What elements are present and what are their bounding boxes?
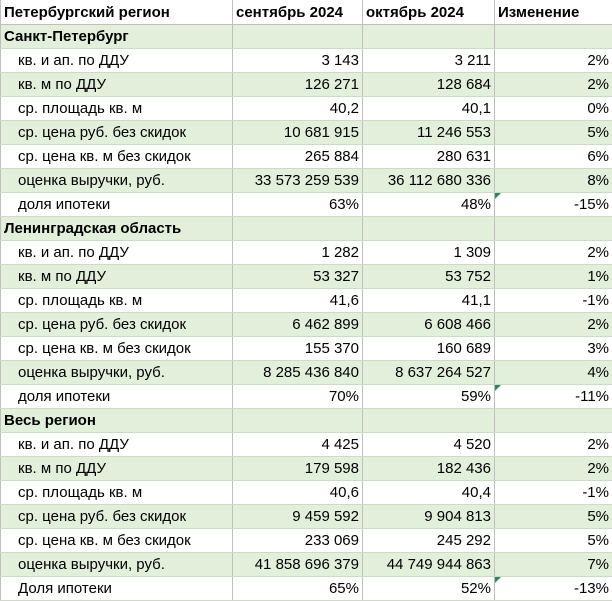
cell-change[interactable]: 5%: [495, 505, 612, 529]
cell-october[interactable]: 53 752: [363, 265, 495, 289]
header-october[interactable]: октябрь 2024: [363, 0, 495, 25]
cell-change[interactable]: 3%: [495, 337, 612, 361]
cell-october[interactable]: 40,4: [363, 481, 495, 505]
cell-change-value: -11%: [575, 388, 609, 405]
cell-october[interactable]: 245 292: [363, 529, 495, 553]
cell-september[interactable]: 233 069: [233, 529, 363, 553]
table-row: [1, 433, 612, 457]
cell-october[interactable]: 44 749 944 863: [363, 553, 495, 577]
table-row: [1, 289, 612, 313]
row-label[interactable]: кв. и ап. по ДДУ: [1, 49, 233, 73]
section-title[interactable]: Весь регион: [1, 409, 233, 433]
cell-change[interactable]: 5%: [495, 121, 612, 145]
table-row: [1, 505, 612, 529]
row-label[interactable]: кв. м по ДДУ: [1, 265, 233, 289]
cell-october[interactable]: 11 246 553: [363, 121, 495, 145]
row-label[interactable]: оценка выручки, руб.: [1, 553, 233, 577]
row-label[interactable]: ср. площадь кв. м: [1, 97, 233, 121]
empty-cell[interactable]: [363, 25, 495, 49]
cell-change[interactable]: 4%: [495, 361, 612, 385]
section-title[interactable]: Санкт-Петербург: [1, 25, 233, 49]
header-change[interactable]: Изменение: [495, 0, 612, 25]
row-label[interactable]: оценка выручки, руб.: [1, 361, 233, 385]
row-label[interactable]: ср. цена руб. без скидок: [1, 313, 233, 337]
row-label[interactable]: кв. м по ДДУ: [1, 457, 233, 481]
cell-september[interactable]: 155 370: [233, 337, 363, 361]
row-label[interactable]: ср. цена кв. м без скидок: [1, 337, 233, 361]
cell-change[interactable]: 2%: [495, 49, 612, 73]
row-label[interactable]: ср. площадь кв. м: [1, 481, 233, 505]
cell-change-value: -15%: [574, 196, 609, 213]
section-header-row: [1, 409, 612, 433]
comment-flag-icon: [495, 193, 501, 199]
empty-cell[interactable]: [233, 217, 363, 241]
cell-october[interactable]: 8 637 264 527: [363, 361, 495, 385]
cell-october[interactable]: 41,1: [363, 289, 495, 313]
cell-september[interactable]: 53 327: [233, 265, 363, 289]
cell-september[interactable]: 3 143: [233, 49, 363, 73]
cell-september[interactable]: 40,2: [233, 97, 363, 121]
table-row: [1, 265, 612, 289]
cell-september[interactable]: 4 425: [233, 433, 363, 457]
cell-september[interactable]: 126 271: [233, 73, 363, 97]
cell-change[interactable]: [495, 385, 612, 409]
cell-change[interactable]: [495, 577, 612, 601]
comment-flag-icon: [495, 577, 501, 583]
row-label[interactable]: ср. цена руб. без скидок: [1, 121, 233, 145]
cell-october[interactable]: 280 631: [363, 145, 495, 169]
table-row: [1, 313, 612, 337]
cell-september[interactable]: 63%: [233, 193, 363, 217]
cell-september[interactable]: 65%: [233, 577, 363, 601]
cell-change[interactable]: 6%: [495, 145, 612, 169]
cell-september[interactable]: 40,6: [233, 481, 363, 505]
table-row: [1, 361, 612, 385]
table-row: [1, 97, 612, 121]
row-label[interactable]: кв. м по ДДУ: [1, 73, 233, 97]
header-region[interactable]: Петербургский регион: [1, 0, 233, 25]
table-row: [1, 457, 612, 481]
empty-cell[interactable]: [363, 217, 495, 241]
row-label[interactable]: ср. цена руб. без скидок: [1, 505, 233, 529]
row-label[interactable]: кв. и ап. по ДДУ: [1, 241, 233, 265]
table-row: [1, 145, 612, 169]
cell-october[interactable]: 1 309: [363, 241, 495, 265]
table-row: [1, 193, 612, 217]
cell-october[interactable]: 36 112 680 336: [363, 169, 495, 193]
row-label[interactable]: Доля ипотеки: [1, 577, 233, 601]
section-header-row: [1, 217, 612, 241]
cell-change[interactable]: -1%: [495, 481, 612, 505]
comment-flag-icon: [495, 385, 501, 391]
table-row: [1, 577, 612, 601]
cell-september[interactable]: 41,6: [233, 289, 363, 313]
row-label[interactable]: ср. цена кв. м без скидок: [1, 145, 233, 169]
cell-change[interactable]: 2%: [495, 73, 612, 97]
section-title[interactable]: Ленинградская область: [1, 217, 233, 241]
row-label[interactable]: доля ипотеки: [1, 193, 233, 217]
empty-cell[interactable]: [495, 217, 612, 241]
cell-september[interactable]: 70%: [233, 385, 363, 409]
table-row: [1, 49, 612, 73]
table-row: [1, 481, 612, 505]
cell-change-value: -13%: [574, 580, 609, 597]
table-row: [1, 73, 612, 97]
cell-september[interactable]: 265 884: [233, 145, 363, 169]
table-row: [1, 385, 612, 409]
cell-october[interactable]: 40,1: [363, 97, 495, 121]
header-row: [1, 0, 612, 25]
cell-change[interactable]: 7%: [495, 553, 612, 577]
cell-october[interactable]: 48%: [363, 193, 495, 217]
cell-change[interactable]: 1%: [495, 265, 612, 289]
cell-september[interactable]: 6 462 899: [233, 313, 363, 337]
cell-change[interactable]: [495, 193, 612, 217]
cell-october[interactable]: 3 211: [363, 49, 495, 73]
cell-change[interactable]: 2%: [495, 313, 612, 337]
empty-cell[interactable]: [363, 409, 495, 433]
cell-change[interactable]: 2%: [495, 433, 612, 457]
header-september[interactable]: сентябрь 2024: [233, 0, 363, 25]
cell-october[interactable]: 160 689: [363, 337, 495, 361]
cell-september[interactable]: 10 681 915: [233, 121, 363, 145]
cell-october[interactable]: 182 436: [363, 457, 495, 481]
table-row: [1, 169, 612, 193]
row-label[interactable]: ср. площадь кв. м: [1, 289, 233, 313]
cell-october[interactable]: 59%: [363, 385, 495, 409]
section-header-row: [1, 25, 612, 49]
row-label[interactable]: доля ипотеки: [1, 385, 233, 409]
table-row: [1, 241, 612, 265]
empty-cell[interactable]: [233, 25, 363, 49]
cell-change[interactable]: -1%: [495, 289, 612, 313]
cell-october[interactable]: 6 608 466: [363, 313, 495, 337]
cell-september[interactable]: 41 858 696 379: [233, 553, 363, 577]
cell-october[interactable]: 4 520: [363, 433, 495, 457]
cell-change[interactable]: 0%: [495, 97, 612, 121]
table-row: [1, 121, 612, 145]
row-label[interactable]: ср. цена кв. м без скидок: [1, 529, 233, 553]
empty-cell[interactable]: [233, 409, 363, 433]
cell-change[interactable]: 8%: [495, 169, 612, 193]
empty-cell[interactable]: [495, 25, 612, 49]
cell-change[interactable]: 2%: [495, 457, 612, 481]
row-label[interactable]: кв. и ап. по ДДУ: [1, 433, 233, 457]
cell-october[interactable]: 9 904 813: [363, 505, 495, 529]
cell-october[interactable]: 128 684: [363, 73, 495, 97]
row-label[interactable]: оценка выручки, руб.: [1, 169, 233, 193]
cell-change[interactable]: 5%: [495, 529, 612, 553]
cell-september[interactable]: 9 459 592: [233, 505, 363, 529]
cell-september[interactable]: 1 282: [233, 241, 363, 265]
cell-october[interactable]: 52%: [363, 577, 495, 601]
cell-september[interactable]: 8 285 436 840: [233, 361, 363, 385]
table-row: [1, 529, 612, 553]
empty-cell[interactable]: [495, 409, 612, 433]
table-row: [1, 337, 612, 361]
cell-september[interactable]: 33 573 259 539: [233, 169, 363, 193]
cell-september[interactable]: 179 598: [233, 457, 363, 481]
cell-change[interactable]: 2%: [495, 241, 612, 265]
table-row: [1, 553, 612, 577]
